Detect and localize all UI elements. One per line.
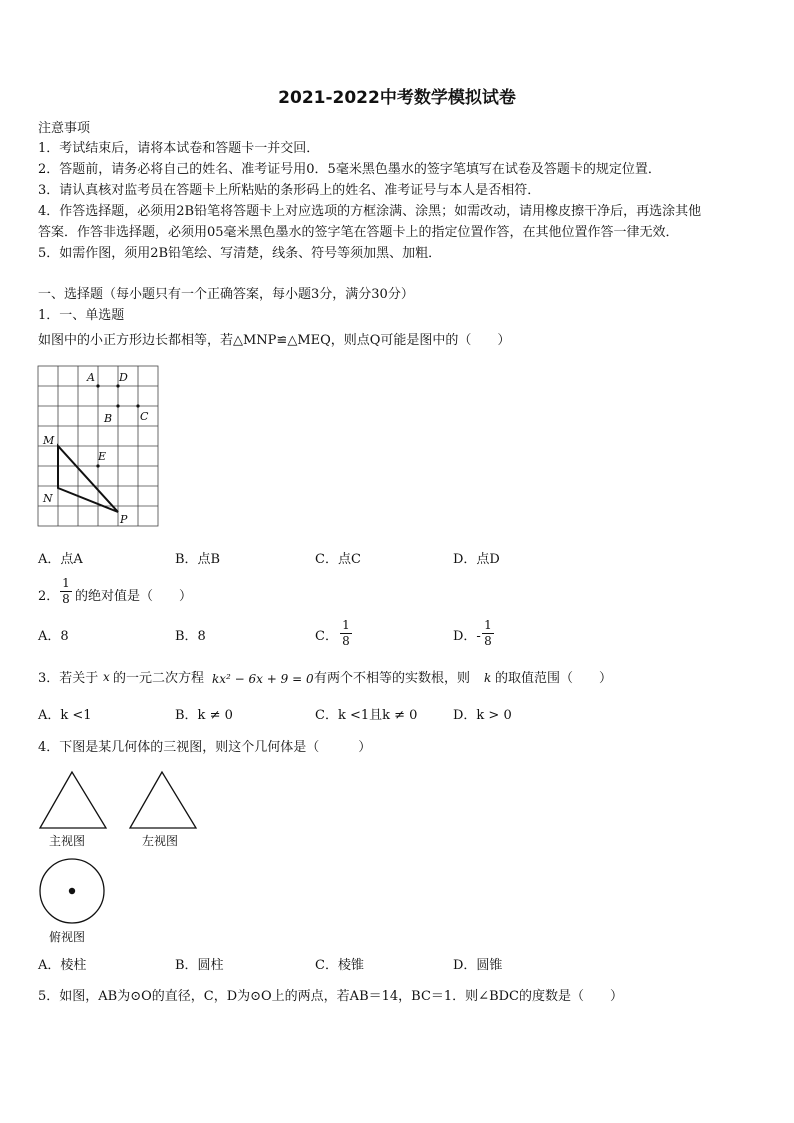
- front-view-triangle: [38, 770, 108, 830]
- notice-item: 答案．作答非选择题，必须用05毫米黑色墨水的签字笔在答题卡上的指定位置作答，在其他位置作答一律无效．: [38, 225, 679, 240]
- q2-option-d-den: 8: [484, 634, 492, 648]
- q3-option-a: A．k <1: [38, 708, 92, 723]
- notice-item: 4．作答选择题，必须用2B铅笔将答题卡上对应选项的方框涂满、涂黑；如需改动，请用橡皮擦干净后，再选涂其他: [38, 204, 702, 219]
- point-label-B: B: [104, 412, 113, 425]
- q3-stem-b: 的一元二次方程: [113, 671, 205, 686]
- q3-stem-c: 有两个不相等的实数根，则: [314, 671, 471, 686]
- q2-option-d-fraction: [482, 619, 494, 648]
- q3-stem-d: 的取值范围（ ）: [495, 671, 613, 686]
- point-label-E: E: [98, 450, 107, 463]
- q3-var-x: x: [103, 670, 110, 684]
- q1-stem: 如图中的小正方形边长都相等，若△MNP≌△MEQ，则点Q可能是图中的（ ）: [38, 333, 511, 348]
- point-label-D: D: [119, 371, 128, 384]
- section-subheading: 1．一、单选题: [38, 308, 125, 323]
- q2-option-a: A．8: [38, 629, 69, 644]
- q1-option-d: D．点D: [453, 552, 500, 567]
- notice-item: 3．请认真核对监考员在答题卡上所粘贴的条形码上的姓名、准考证号与本人是否相符．: [38, 183, 541, 198]
- q2-fraction-den: 8: [62, 592, 70, 606]
- q2-option-c-fraction: [340, 619, 352, 648]
- point-label-C: C: [140, 410, 149, 423]
- q2-number: 2．: [38, 589, 60, 604]
- q2-stem: 的绝对值是（ ）: [75, 589, 193, 604]
- section-heading: 一、选择题（每小题只有一个正确答案，每小题3分，满分30分）: [38, 287, 414, 302]
- point-label-N: N: [43, 492, 53, 505]
- q3-var-k: k: [484, 671, 492, 685]
- q3-option-d: D．k > 0: [453, 708, 512, 723]
- front-view-label: 主视图: [49, 834, 86, 848]
- q1-option-b: B．点B: [175, 552, 221, 567]
- q4-stem: 4．下图是某几何体的三视图，则这个几何体是（ ）: [38, 740, 372, 755]
- top-view-label: 俯视图: [49, 930, 86, 944]
- q2-option-c: C．: [315, 629, 338, 644]
- q1-option-c: C．点C: [315, 552, 361, 567]
- side-view-triangle: [128, 770, 198, 830]
- q3-option-b: B．k ≠ 0: [175, 708, 233, 723]
- q2-option-b: B．8: [175, 629, 206, 644]
- q3-equation: kx² − 6x + 9 = 0: [212, 672, 314, 686]
- q3-stem-a: 3．若关于: [38, 671, 99, 686]
- q4-option-d: D．圆锥: [453, 958, 503, 973]
- q4-option-c: C．棱锥: [315, 958, 364, 973]
- notice-item: 2．答题前，请务必将自己的姓名、准考证号用0．5毫米黑色墨水的签字笔填写在试卷及答题卡的规定位置．: [38, 162, 661, 177]
- point-label-A: A: [87, 371, 95, 384]
- q2-option-d: D．-: [453, 629, 481, 644]
- q1-option-a: A．点A: [38, 552, 83, 567]
- q2-option-c-num: 1: [342, 618, 350, 632]
- point-label-M: M: [43, 434, 55, 447]
- q2-option-d-num: 1: [484, 618, 492, 632]
- q5-stem: 5．如图，AB为⊙O的直径，C，D为⊙O上的两点，若AB＝14，BC＝1．则∠BDC的度数是（ ）: [38, 989, 623, 1004]
- side-view-label: 左视图: [142, 834, 179, 848]
- page-title: 2021-2022中考数学模拟试卷: [278, 88, 516, 108]
- q2-option-c-den: 8: [342, 634, 350, 648]
- notice-item: 1．考试结束后，请将本试卷和答题卡一并交回．: [38, 141, 320, 156]
- point-label-P: P: [120, 513, 128, 526]
- top-view-circle: [38, 858, 108, 928]
- notice-heading: 注意事项: [38, 121, 91, 136]
- q3-option-c: C．k <1且k ≠ 0: [315, 708, 418, 723]
- q4-option-a: A．棱柱: [38, 958, 87, 973]
- q2-fraction-num: 1: [62, 576, 70, 590]
- notice-item: 5．如需作图，须用2B铅笔绘、写清楚，线条、符号等须加黑、加粗．: [38, 246, 442, 261]
- q2-fraction: [60, 577, 72, 606]
- q1-grid-figure: [36, 364, 162, 532]
- q4-option-b: B．圆柱: [175, 958, 224, 973]
